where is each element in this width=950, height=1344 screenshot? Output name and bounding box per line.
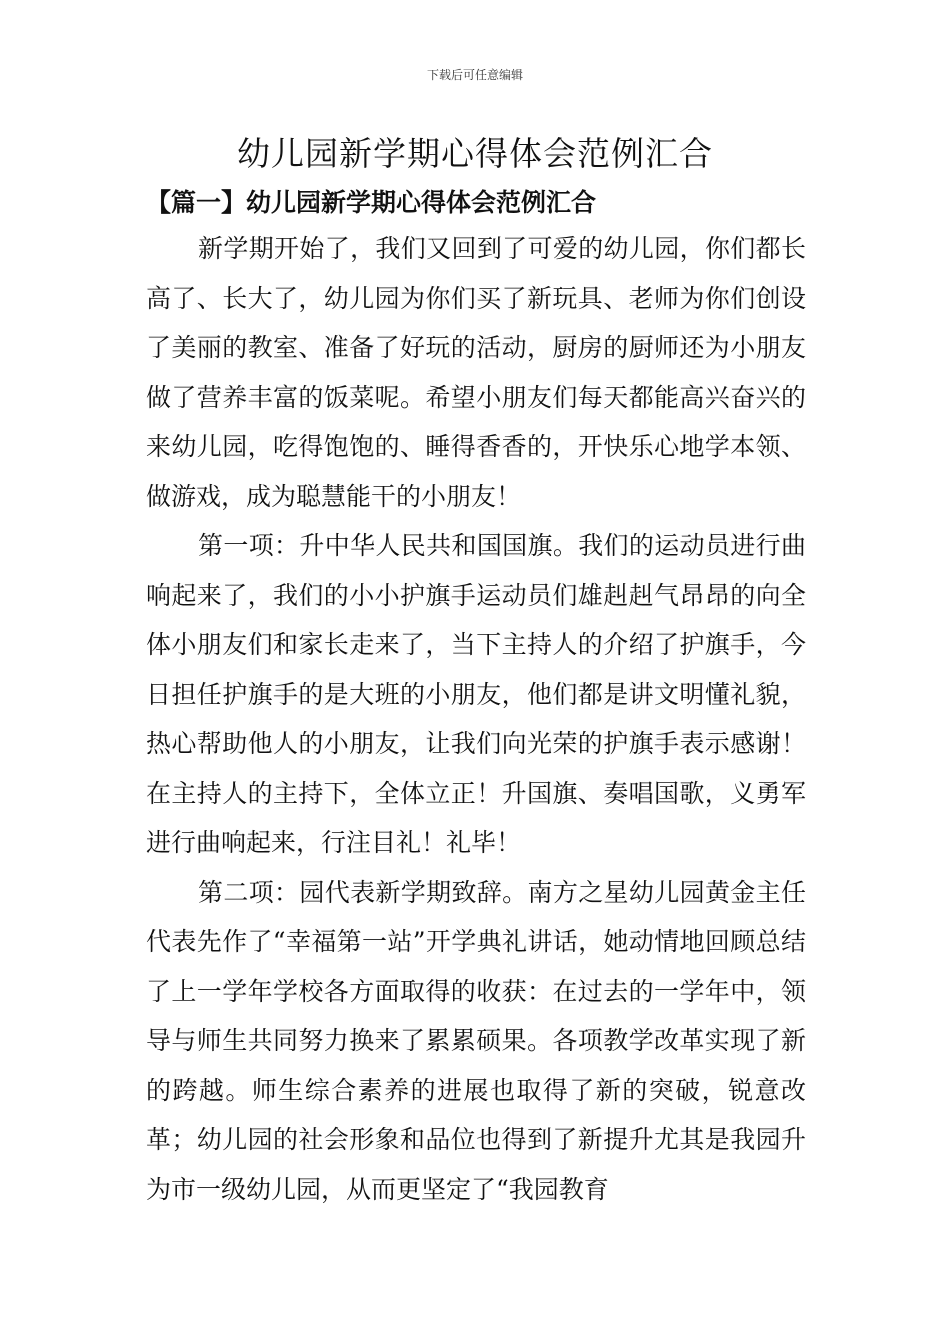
document-title: 幼儿园新学期心得体会范例汇合 xyxy=(237,134,713,173)
paragraph-item-two: 第二项：园代表新学期致辞。南方之星幼儿园黄金主任代表先作了“幸福第一站”开学典礼讲话，她动情地回顾总结了上一学年学校各方面取得的收获：在过去的一学年中，领导与师生共同努力换来了累累硕果。各项教学改革实现了新的跨越。师生综合素养的进展也取得了新的突破，锐意改革；幼儿园的社会形象和品位也得到了新提升尤其是我园升为市一级幼儿园，从而更坚定了“我园教育 xyxy=(146,877,806,1204)
section-heading: 【篇一】幼儿园新学期心得体会范例汇合 xyxy=(146,188,597,217)
document-body xyxy=(146,224,806,1214)
header-note: 下载后可任意编辑 xyxy=(426,68,523,82)
paragraph-item-one: 第一项：升中华人民共和国国旗。我们的运动员进行曲响起来了，我们的小小护旗手运动员们雄赳赳气昂昂的向全体小朋友们和家长走来了，当下主持人的介绍了护旗手，今日担任护旗手的是大班的小朋友，他们都是讲文明懂礼貌，热心帮助他人的小朋友，让我们向光荣的护旗手表示感谢！在主持人的主持下，全体立正！升国旗、奏唱国歌，义勇军进行曲响起来，行注目礼！礼毕！ xyxy=(146,531,806,857)
paragraph-intro: 新学期开始了，我们又回到了可爱的幼儿园，你们都长高了、长大了，幼儿园为你们买了新玩具、老师为你们创设了美丽的教室、准备了好玩的活动，厨房的厨师还为小朋友做了营养丰富的饭菜呢。希望小朋友们每天都能高兴奋兴的来幼儿园，吃得饱饱的、睡得香香的，开快乐心地学本领、做游戏，成为聪慧能干的小朋友！ xyxy=(146,234,806,511)
